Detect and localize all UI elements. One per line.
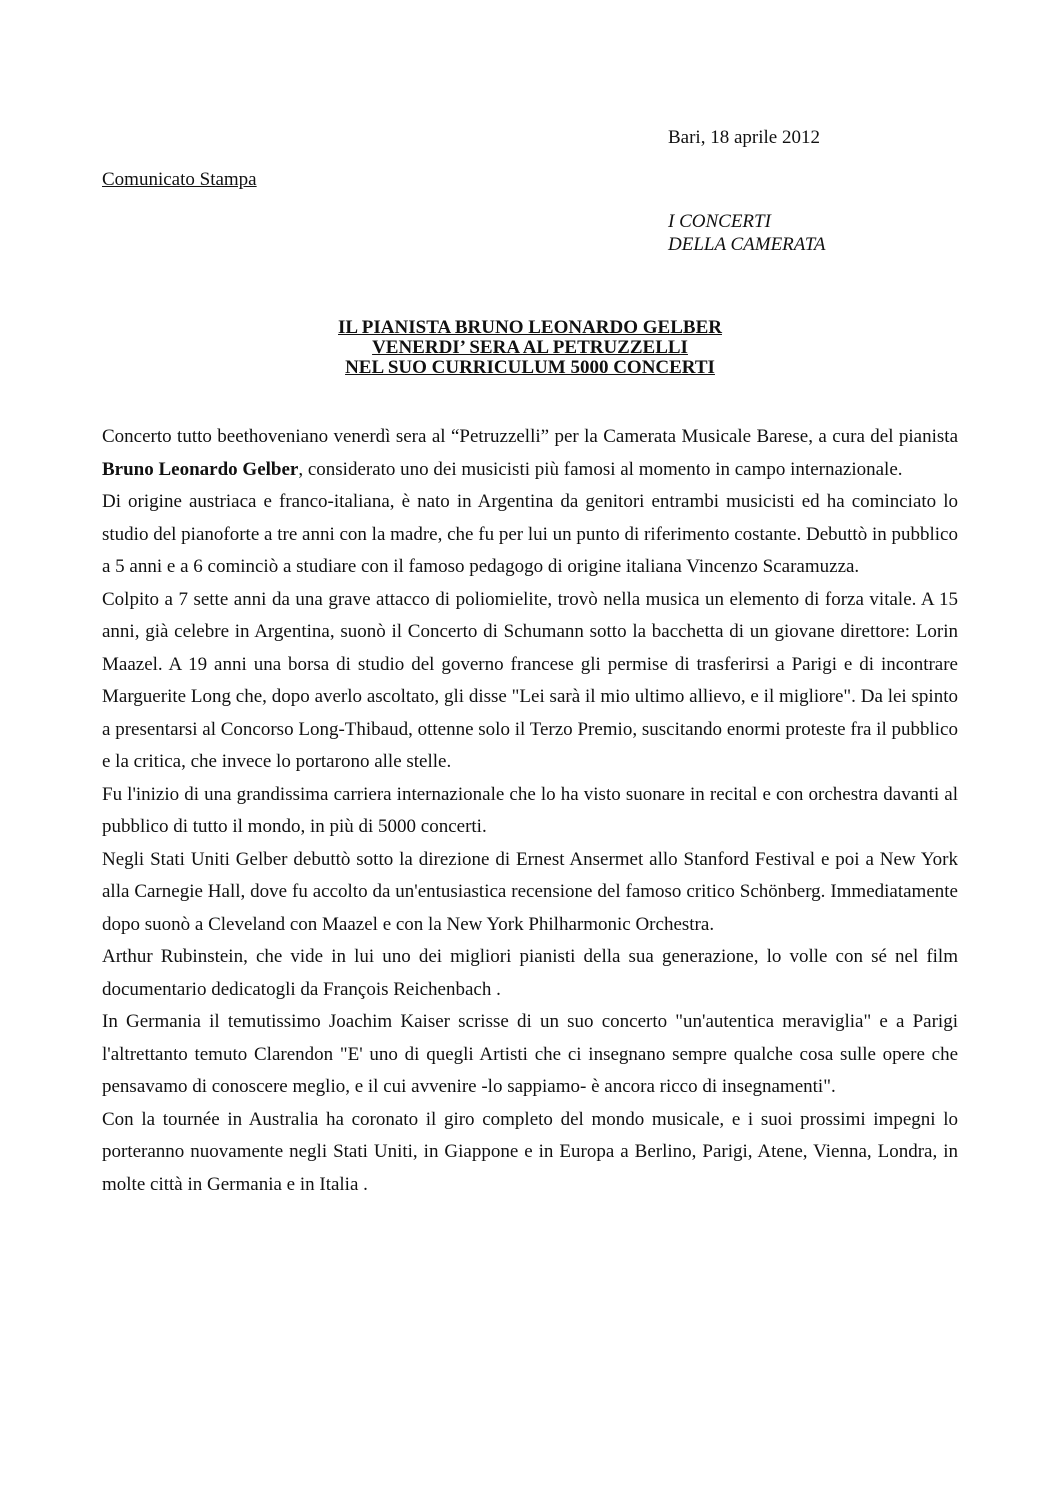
document-type: Comunicato Stampa <box>102 169 257 190</box>
paragraph-8: Con la tournée in Australia ha coronato il giro completo del mondo musicale, e i suoi prossimi impegni lo porteranno nuovamente negli Stati Uniti, in Giappone e in Europa a Berlino, Parigi, Atene, Vienna, Londra, in molte città in Germania e in Italia . <box>102 1108 958 1195</box>
headline-line-3: NEL SUO CURRICULUM 5000 CONCERTI <box>345 357 715 378</box>
paragraph-1-rest: , considerato uno dei musicisti più famosi al momento in campo internazionale. <box>298 458 903 480</box>
paragraph-1-intro: Concerto tutto beethoveniano venerdì sera al “Petruzzelli” per la Camerata Musicale Barese, a cura del pianista <box>102 426 958 447</box>
headline-line-2: VENERDI’ SERA AL PETRUZZELLI <box>372 337 688 358</box>
paragraph-1 <box>102 421 958 486</box>
concert-series-line-2: DELLA CAMERATA <box>668 234 826 255</box>
headline <box>102 318 958 378</box>
paragraph-4: Fu l'inizio di una grandissima carriera internazionale che lo ha visto suonare in recital e con orchestra davanti al pubblico di tutto il mondo, in più di 5000 concerti. <box>102 783 958 837</box>
paragraph-3: Colpito a 7 sette anni da una grave attacco di poliomielite, trovò nella musica un elemento di forza vitale. A 15 anni, già celebre in Argentina, suonò il Concerto di Schumann sotto la bacchetta di un giovane direttore: Lorin Maazel. A 19 anni una borsa di studio del governo francese gli permise di trasferirsi a Parigi e di incontrare Marguerite Long che, dopo averlo ascoltato, gli disse "Lei sarà il mio ultimo allievo, e il migliore". Da lei spinto a presentarsi al Concorso Long-Thibaud, ottenne solo il Terzo Premio, suscitando enormi proteste fra il pubblico e la critica, che invece lo portarono alle stelle. <box>102 588 958 772</box>
paragraph-6: Arthur Rubinstein, che vide in lui uno dei migliori pianisti della sua generazione, lo volle con sé nel film documentario dedicatogli da François Reichenbach . <box>102 946 958 1000</box>
concert-series-line-1: I CONCERTI <box>668 211 771 232</box>
paragraph-7: In Germania il temutissimo Joachim Kaiser scrisse di un suo concerto "un'autentica meraviglia" e a Parigi l'altrettanto temuto Clarendon "E' uno di quegli Artisti che ci insegnano sempre qualche cosa sulle opere che pensavamo di conoscere meglio, e il cui avvenire -lo sappiamo- è ancora ricco di insegnamenti". <box>102 1011 958 1097</box>
pianist-name: Bruno Leonardo Gelber <box>102 458 299 480</box>
headline-line-1: IL PIANISTA BRUNO LEONARDO GELBER <box>338 317 722 338</box>
document-date: Bari, 18 aprile 2012 <box>668 127 820 148</box>
concert-series <box>668 210 825 256</box>
article-body <box>102 421 958 1201</box>
paragraph-5: Negli Stati Uniti Gelber debuttò sotto la direzione di Ernest Ansermet allo Stanford Festival e poi a New York alla Carnegie Hall, dove fu accolto da un'entusiastica recensione del famoso critico Schönberg. Immediatamente dopo suonò a Cleveland con Maazel e con la New York Philharmonic Orchestra. <box>102 848 958 935</box>
paragraph-2: Di origine austriaca e franco-italiana, è nato in Argentina da genitori entrambi musicisti ed ha cominciato lo studio del pianoforte a tre anni con la madre, che fu per lui un punto di riferimento costante. Debuttò in pubblico a 5 anni e a 6 cominciò a studiare con il famoso pedagogo di origine italiana Vincenzo Scaramuzza. <box>102 491 958 577</box>
